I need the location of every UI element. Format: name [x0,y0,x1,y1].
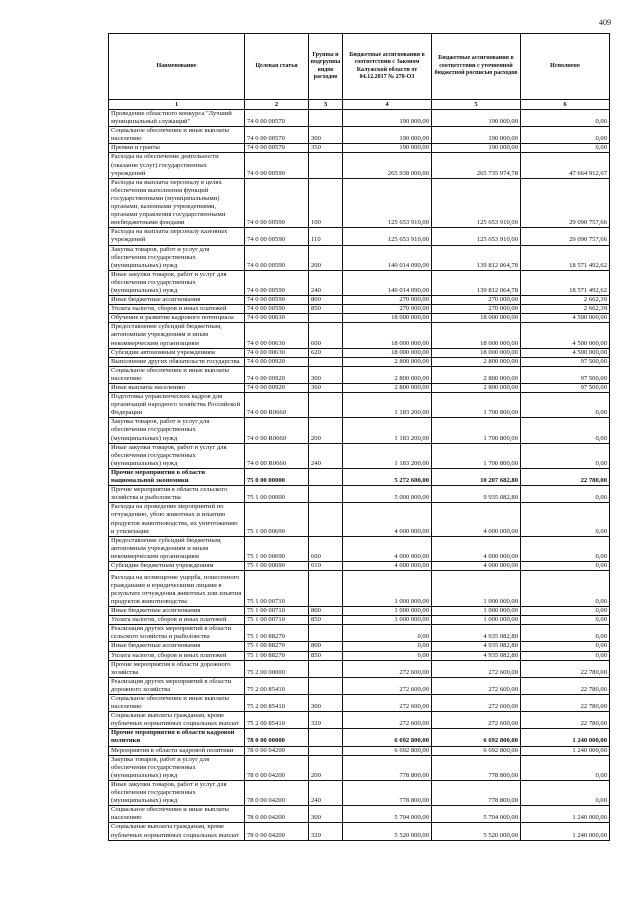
row-target-article: 78 0 00 04200 [245,806,309,823]
table-row [109,755,610,780]
row-expense-group: 200 [309,418,343,443]
row-target-article: 74 0 00 00920 [245,357,309,366]
row-revised-allocation: 139 812 064,78 [432,270,521,295]
row-expense-group: 300 [309,127,343,144]
table-row [109,746,610,755]
table-row [109,503,610,536]
header-law-allocations: Бюджетные ассигнования в соответствии с Законом Калужской области от 04.12.2017 № 278-ОЗ [343,34,432,100]
row-target-article: 78 0 00 04200 [245,746,309,755]
table-row [109,625,610,642]
row-revised-allocation: 1 000 000,00 [432,607,521,616]
row-executed: 0,00 [521,561,610,570]
header-index: 5 [432,100,521,110]
row-law-allocation: 190 000,00 [343,127,432,144]
row-target-article: 74 0 00 00570 [245,127,309,144]
table-row [109,823,610,840]
row-law-allocation: 190 000,00 [343,144,432,153]
row-law-allocation: 4 000 000,00 [343,503,432,536]
row-executed: 18 571 492,62 [521,270,610,295]
row-expense-group [309,746,343,755]
row-revised-allocation: 6 692 800,00 [432,746,521,755]
row-executed: 97 500,00 [521,384,610,393]
row-law-allocation: 5 520 000,00 [343,823,432,840]
row-executed: 0,00 [521,780,610,805]
row-executed: 97 500,00 [521,366,610,383]
row-expense-group [309,468,343,485]
row-revised-allocation: 4 935 082,80 [432,642,521,651]
row-name: Иные бюджетные ассигнования [109,607,245,616]
row-revised-allocation: 272 600,00 [432,695,521,712]
row-law-allocation: 1 000 000,00 [343,607,432,616]
row-expense-group: 620 [309,348,343,357]
row-name: Субсидии бюджетным учреждениям [109,561,245,570]
row-executed: 1 240 000,00 [521,746,610,755]
row-revised-allocation: 125 653 910,00 [432,228,521,245]
row-revised-allocation: 4 000 000,00 [432,536,521,561]
row-revised-allocation: 5 704 000,00 [432,806,521,823]
page-number: 409 [599,18,611,27]
row-expense-group [309,503,343,536]
row-executed: 97 500,00 [521,357,610,366]
row-target-article: 74 0 00 00630 [245,314,309,323]
header-index: 2 [245,100,309,110]
row-name: Расходы на проведение мероприятий по отчуждению, убою животных и изъятию продуктов животноводства, их уничтожению и утилизации [109,503,245,536]
table-row [109,418,610,443]
row-target-article: 74 0 00 00590 [245,153,309,178]
row-law-allocation: 778 800,00 [343,755,432,780]
row-revised-allocation: 18 000 000,00 [432,323,521,348]
row-revised-allocation: 4 000 000,00 [432,561,521,570]
row-revised-allocation: 5 520 000,00 [432,823,521,840]
table-row [109,616,610,625]
table-row [109,677,610,694]
table-row [109,178,610,228]
row-name: Иные бюджетные ассигнования [109,296,245,305]
row-target-article: 74 0 00 00570 [245,110,309,127]
row-target-article: 75 2 00 00000 [245,660,309,677]
row-name: Социальные выплаты гражданам, кроме публичных нормативных социальных выплат [109,823,245,840]
row-name: Иные выплаты населению [109,384,245,393]
row-target-article: 74 0 00 00630 [245,323,309,348]
row-executed: 22 780,00 [521,677,610,694]
row-executed: 0,00 [521,110,610,127]
row-executed: 1 240 000,00 [521,729,610,746]
row-revised-allocation: 1 700 800,00 [432,443,521,468]
row-expense-group [309,677,343,694]
row-name: Премии и гранты [109,144,245,153]
row-executed: 0,00 [521,144,610,153]
header-revised-allocations: Бюджетные ассигнования в соответствии с уточненной бюджетной росписью расходов [432,34,521,100]
row-expense-group: 200 [309,245,343,270]
row-expense-group: 350 [309,144,343,153]
row-expense-group: 850 [309,651,343,660]
table-row [109,296,610,305]
row-name: Расходы на выплаты персоналу казенных учреждений [109,228,245,245]
row-expense-group [309,314,343,323]
table-row [109,561,610,570]
row-expense-group: 240 [309,443,343,468]
row-target-article: 78 0 00 00000 [245,729,309,746]
row-name: Проведение областного конкурса "Лучший муниципальный служащий" [109,110,245,127]
row-revised-allocation: 778 800,00 [432,780,521,805]
row-target-article: 75 1 00 00690 [245,503,309,536]
row-expense-group: 600 [309,536,343,561]
row-executed: 0,00 [521,651,610,660]
row-revised-allocation: 6 692 800,00 [432,729,521,746]
row-target-article: 75 1 00 00710 [245,616,309,625]
row-target-article: 75 2 00 85410 [245,712,309,729]
row-revised-allocation: 265 735 974,78 [432,153,521,178]
row-law-allocation: 4 000 000,00 [343,561,432,570]
table-row [109,348,610,357]
row-executed: 22 780,00 [521,695,610,712]
table-row [109,780,610,805]
table-row [109,323,610,348]
row-law-allocation: 5 704 000,00 [343,806,432,823]
row-name: Закупка товаров, работ и услуг для обеспечения государственных (муниципальных) нужд [109,245,245,270]
row-expense-group: 800 [309,607,343,616]
row-law-allocation: 5 000 000,00 [343,486,432,503]
header-target-article: Целевая статья [245,34,309,100]
row-executed: 4 500 000,00 [521,323,610,348]
row-law-allocation: 1 000 000,00 [343,616,432,625]
row-law-allocation: 5 272 600,00 [343,468,432,485]
row-law-allocation: 140 014 090,00 [343,270,432,295]
budget-table [108,33,610,841]
table-row [109,468,610,485]
row-executed: 22 780,00 [521,712,610,729]
row-revised-allocation: 272 600,00 [432,677,521,694]
row-law-allocation: 2 800 000,00 [343,357,432,366]
row-revised-allocation: 272 600,00 [432,712,521,729]
row-law-allocation: 778 800,00 [343,780,432,805]
row-revised-allocation: 4 000 000,00 [432,503,521,536]
table-row [109,384,610,393]
table-row [109,393,610,418]
row-executed: 1 240 000,00 [521,823,610,840]
row-name: Иные бюджетные ассигнования [109,642,245,651]
table-row [109,642,610,651]
row-target-article: 74 0 00 00920 [245,384,309,393]
row-name: Прочие мероприятия в области дорожного хозяйства [109,660,245,677]
table-row [109,305,610,314]
header-executed: Исполнено [521,34,610,100]
row-law-allocation: 125 653 910,00 [343,178,432,228]
table-row [109,110,610,127]
row-law-allocation: 0,00 [343,642,432,651]
row-name: Обучение и развитие кадрового потенциала [109,314,245,323]
row-name: Расходы на возмещение ущерба, понесенного гражданами и юридическими лицами в результате отчуждения животных или изъятия продуктов животноводства [109,571,245,607]
table-row [109,144,610,153]
row-expense-group: 320 [309,823,343,840]
row-target-article: 78 0 00 04200 [245,823,309,840]
row-expense-group [309,729,343,746]
row-target-article: 74 0 00 00590 [245,178,309,228]
table-row [109,607,610,616]
row-name: Социальное обеспечение и иные выплаты населению [109,127,245,144]
row-law-allocation: 0,00 [343,651,432,660]
row-expense-group: 850 [309,616,343,625]
row-law-allocation: 0,00 [343,625,432,642]
row-expense-group: 300 [309,695,343,712]
row-name: Закупка товаров, работ и услуг для обеспечения государственных (муниципальных) нужд [109,755,245,780]
row-name: Уплата налогов, сборов и иных платежей [109,305,245,314]
row-law-allocation: 1 000 000,00 [343,571,432,607]
row-executed: 0,00 [521,755,610,780]
row-expense-group: 850 [309,305,343,314]
row-executed: 0,00 [521,393,610,418]
row-expense-group [309,153,343,178]
row-revised-allocation: 272 600,00 [432,660,521,677]
row-name: Прочие мероприятия в области сельского хозяйства и рыболовства [109,486,245,503]
row-law-allocation: 1 183 200,00 [343,418,432,443]
row-law-allocation: 272 600,00 [343,677,432,694]
row-name: Подготовка управленческих кадров для организаций народного хозяйства Российской Федерации [109,393,245,418]
row-expense-group [309,393,343,418]
row-law-allocation: 4 000 000,00 [343,536,432,561]
row-executed: 22 780,00 [521,468,610,485]
row-expense-group [309,486,343,503]
row-name: Иные закупки товаров, работ и услуг для обеспечения государственных (муниципальных) нужд [109,780,245,805]
row-law-allocation: 265 938 000,00 [343,153,432,178]
row-revised-allocation: 1 700 800,00 [432,393,521,418]
table-row [109,314,610,323]
table-row [109,270,610,295]
row-target-article: 75 0 00 00000 [245,468,309,485]
row-executed: 18 571 492,62 [521,245,610,270]
row-law-allocation: 6 692 800,00 [343,746,432,755]
row-name: Социальное обеспечение и иные выплаты населению [109,806,245,823]
row-executed: 0,00 [521,127,610,144]
row-law-allocation: 2 800 000,00 [343,384,432,393]
row-law-allocation: 18 000 000,00 [343,314,432,323]
table-row [109,536,610,561]
row-law-allocation: 190 000,00 [343,110,432,127]
row-law-allocation: 1 183 200,00 [343,393,432,418]
table-row [109,228,610,245]
row-law-allocation: 140 014 090,00 [343,245,432,270]
row-target-article: 74 0 00 R0660 [245,418,309,443]
row-revised-allocation: 4 935 082,80 [432,651,521,660]
row-expense-group: 600 [309,323,343,348]
row-target-article: 75 2 00 85410 [245,695,309,712]
row-expense-group: 240 [309,780,343,805]
row-expense-group: 100 [309,178,343,228]
header-index: 4 [343,100,432,110]
header-name: Наименование [109,34,245,100]
row-revised-allocation: 1 000 000,00 [432,616,521,625]
row-revised-allocation: 270 000,00 [432,296,521,305]
table-row [109,153,610,178]
row-law-allocation: 18 000 000,00 [343,323,432,348]
row-executed: 0,00 [521,616,610,625]
row-name: Уплата налогов, сборов и иных платежей [109,651,245,660]
row-executed: 0,00 [521,642,610,651]
row-name: Иные закупки товаров, работ и услуг для обеспечения государственных (муниципальных) нужд [109,270,245,295]
row-name: Закупка товаров, работ и услуг для обеспечения государственных (муниципальных) нужд [109,418,245,443]
table-row [109,729,610,746]
row-executed: 0,00 [521,571,610,607]
row-executed: 29 090 757,66 [521,228,610,245]
row-target-article: 75 1 00 88270 [245,642,309,651]
row-target-article: 74 0 00 00630 [245,348,309,357]
row-revised-allocation: 18 000 000,00 [432,314,521,323]
row-executed: 4 500 000,00 [521,348,610,357]
table-row [109,695,610,712]
row-law-allocation: 272 600,00 [343,660,432,677]
row-expense-group: 320 [309,712,343,729]
table-row [109,660,610,677]
row-expense-group: 110 [309,228,343,245]
row-expense-group [309,625,343,642]
row-executed: 2 662,39 [521,296,610,305]
table-body [109,110,610,841]
row-name: Иные закупки товаров, работ и услуг для обеспечения государственных (муниципальных) нужд [109,443,245,468]
row-expense-group: 360 [309,384,343,393]
row-target-article: 74 0 00 00590 [245,228,309,245]
row-name: Социальные выплаты гражданам, кроме публичных нормативных социальных выплат [109,712,245,729]
row-revised-allocation: 139 812 064,78 [432,245,521,270]
row-executed: 29 090 757,66 [521,178,610,228]
row-law-allocation: 1 183 200,00 [343,443,432,468]
row-expense-group [309,110,343,127]
table-row [109,357,610,366]
row-expense-group: 800 [309,296,343,305]
row-executed: 0,00 [521,536,610,561]
row-executed: 4 500 000,00 [521,314,610,323]
row-law-allocation: 125 653 910,00 [343,228,432,245]
row-target-article: 74 0 00 00590 [245,270,309,295]
row-expense-group [309,571,343,607]
row-revised-allocation: 2 800 000,00 [432,384,521,393]
row-name: Прочие мероприятия в области национальной экономики [109,468,245,485]
row-expense-group [309,660,343,677]
row-law-allocation: 6 692 800,00 [343,729,432,746]
row-target-article: 74 0 00 00590 [245,296,309,305]
row-executed: 22 780,00 [521,660,610,677]
row-target-article: 75 1 00 00000 [245,486,309,503]
row-law-allocation: 18 000 000,00 [343,348,432,357]
row-law-allocation: 272 600,00 [343,695,432,712]
row-revised-allocation: 1 700 800,00 [432,418,521,443]
row-name: Предоставление субсидий бюджетным, автономным учреждениям и иным некоммерческим организациям [109,536,245,561]
row-executed: 0,00 [521,443,610,468]
header-index: 3 [309,100,343,110]
row-target-article: 75 1 00 88270 [245,625,309,642]
table-row [109,486,610,503]
row-revised-allocation: 2 800 000,00 [432,357,521,366]
row-executed: 47 664 912,67 [521,153,610,178]
row-revised-allocation: 9 935 082,80 [432,486,521,503]
row-target-article: 74 0 00 R0660 [245,393,309,418]
row-executed: 0,00 [521,607,610,616]
row-expense-group: 800 [309,642,343,651]
row-target-article: 75 1 00 88270 [245,651,309,660]
row-law-allocation: 272 600,00 [343,712,432,729]
header-expense-groups: Группы и подгруппы видов расходов [309,34,343,100]
row-revised-allocation: 190 000,00 [432,127,521,144]
table-row [109,443,610,468]
row-revised-allocation: 778 800,00 [432,755,521,780]
table-row [109,712,610,729]
row-revised-allocation: 270 000,00 [432,305,521,314]
row-executed: 0,00 [521,486,610,503]
row-expense-group [309,357,343,366]
row-expense-group: 300 [309,366,343,383]
row-revised-allocation: 18 000 000,00 [432,348,521,357]
row-target-article: 74 0 00 R0660 [245,443,309,468]
row-revised-allocation: 190 000,00 [432,110,521,127]
row-expense-group: 610 [309,561,343,570]
row-name: Расходы на выплаты персоналу в целях обеспечения выполнения функций государственными (муниципальными) органами, казенными учреждениями, органами управления государственными внебюджетными фондами [109,178,245,228]
row-name: Реализация других мероприятий в области сельского хозяйства и рыболовства [109,625,245,642]
row-law-allocation: 270 000,00 [343,305,432,314]
row-expense-group: 240 [309,270,343,295]
row-executed: 0,00 [521,503,610,536]
row-target-article: 75 1 00 00690 [245,561,309,570]
header-index: 1 [109,100,245,110]
row-target-article: 75 1 00 00690 [245,536,309,561]
table-row [109,651,610,660]
row-name: Выполнение других обязательств государства [109,357,245,366]
row-name: Социальное обеспечение и иные выплаты населению [109,695,245,712]
table-row [109,127,610,144]
row-name: Предоставление субсидий бюджетным, автономным учреждениям и иным некоммерческим организациям [109,323,245,348]
table-row [109,366,610,383]
row-target-article: 78 0 00 04200 [245,780,309,805]
table-row [109,245,610,270]
row-revised-allocation: 4 935 082,80 [432,625,521,642]
row-target-article: 74 0 00 00590 [245,305,309,314]
row-revised-allocation: 2 800 000,00 [432,366,521,383]
row-name: Социальное обеспечение и иные выплаты населению [109,366,245,383]
row-target-article: 74 0 00 00590 [245,245,309,270]
row-target-article: 74 0 00 00570 [245,144,309,153]
row-target-article: 75 2 00 85410 [245,677,309,694]
row-name: Мероприятия в области кадровой политики [109,746,245,755]
row-name: Уплата налогов, сборов и иных платежей [109,616,245,625]
header-index: 6 [521,100,610,110]
row-executed: 0,00 [521,625,610,642]
row-revised-allocation: 1 000 000,00 [432,571,521,607]
row-executed: 2 662,39 [521,305,610,314]
row-expense-group: 300 [309,806,343,823]
row-target-article: 75 1 00 00710 [245,607,309,616]
row-law-allocation: 270 000,00 [343,296,432,305]
row-target-article: 75 1 00 00710 [245,571,309,607]
row-executed: 0,00 [521,418,610,443]
row-revised-allocation: 190 000,00 [432,144,521,153]
row-name: Субсидии автономным учреждениям [109,348,245,357]
row-target-article: 74 0 00 00920 [245,366,309,383]
row-revised-allocation: 125 653 910,00 [432,178,521,228]
row-target-article: 78 0 00 04200 [245,755,309,780]
row-law-allocation: 2 800 000,00 [343,366,432,383]
table-row [109,806,610,823]
table-header [109,34,610,110]
row-revised-allocation: 10 207 682,80 [432,468,521,485]
row-name: Прочие мероприятия в области кадровой политики [109,729,245,746]
table-row [109,571,610,607]
row-name: Реализация других мероприятий в области дорожного хозяйства [109,677,245,694]
row-expense-group: 200 [309,755,343,780]
row-name: Расходы на обеспечение деятельности (оказание услуг) государственных учреждений [109,153,245,178]
row-executed: 1 240 000,00 [521,806,610,823]
